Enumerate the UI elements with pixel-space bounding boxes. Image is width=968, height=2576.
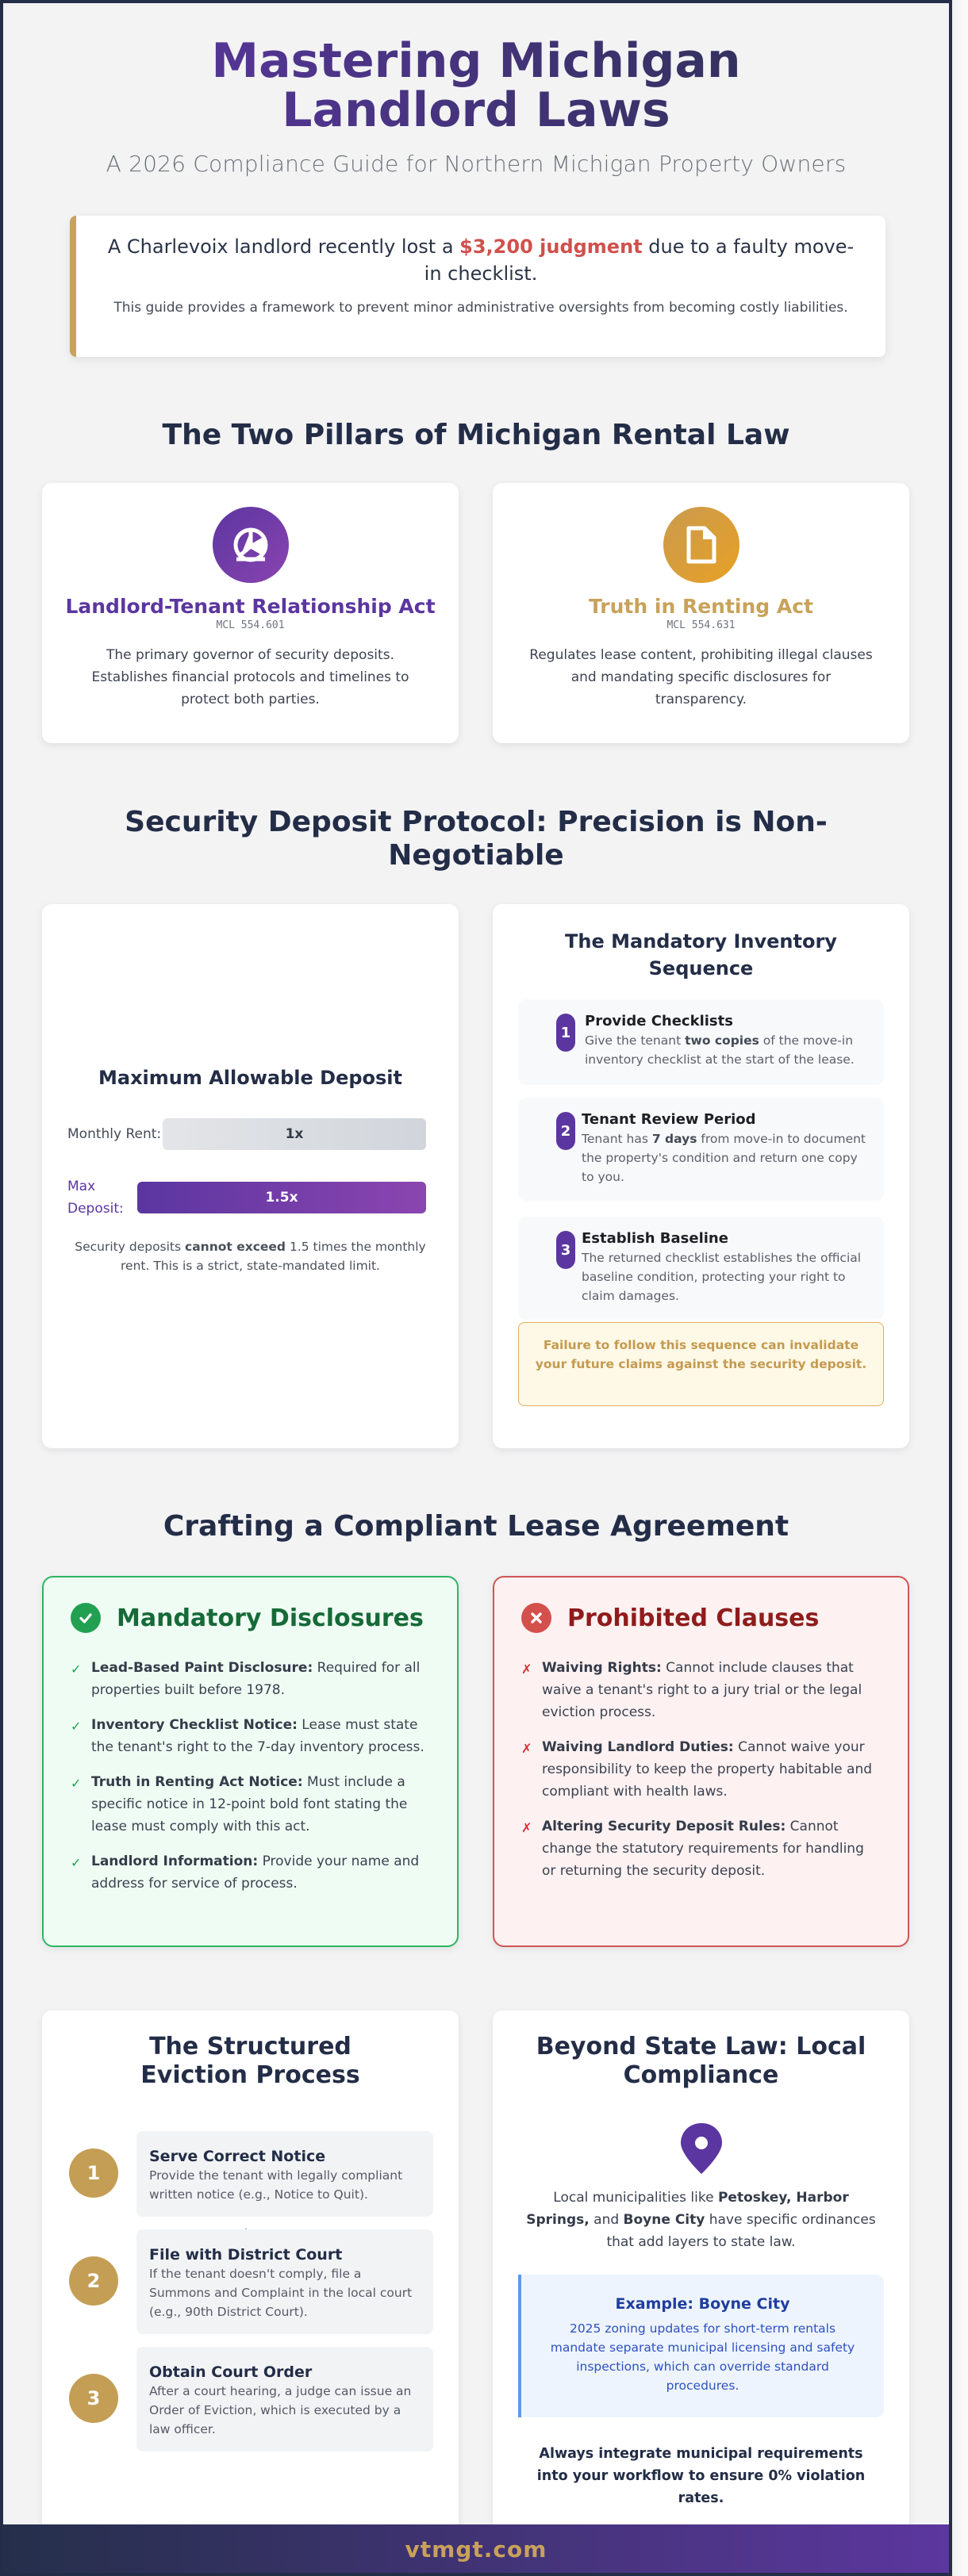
list-item	[71, 1714, 430, 1758]
sequence-warning: Failure to follow this sequence can invalidate your future claims against the security deposit.	[518, 1322, 884, 1406]
eviction-step-number: 3	[69, 2374, 118, 2423]
step-text	[582, 1248, 871, 1305]
intro-text: and	[589, 2212, 624, 2228]
eviction-step	[136, 2229, 433, 2334]
pillar-name: Landlord-Tenant Relationship Act	[65, 595, 436, 618]
step-title: File with District Court	[149, 2246, 343, 2264]
cross-mark-icon: ✗	[521, 1741, 532, 1756]
checkmark-icon: ✓	[71, 1776, 82, 1791]
section-title-lease: Crafting a Compliant Lease Agreement	[163, 1510, 789, 1543]
pillar-description: The primary governor of security deposits. Establishes financial protocols and timelines to protect both parties.	[91, 647, 409, 707]
item-label: Waiving Landlord Duties:	[542, 1739, 734, 1755]
mandatory-disclosures-title: Mandatory Disclosures	[117, 1604, 424, 1632]
step-text: After a court hearing, a judge can issue an Order of Eviction, which is executed by a law officer.	[149, 2384, 412, 2436]
item-text: Cannot change the statutory requirements for handling or returning the security deposit.	[542, 1819, 864, 1879]
item-label: Truth in Renting Act Notice:	[91, 1774, 303, 1790]
callout-headline	[100, 233, 862, 287]
x-circle-icon	[521, 1603, 551, 1633]
pillar-code: MCL 554.631	[666, 619, 736, 631]
step-text	[585, 1031, 871, 1069]
prohibited-clauses-title: Prohibited Clauses	[567, 1604, 820, 1632]
cross-mark-icon: ✗	[521, 1662, 532, 1677]
step-text-part: of the move-in inventory checklist at the start of the lease.	[585, 1033, 855, 1067]
deposit-note	[66, 1237, 435, 1275]
eviction-step	[136, 2347, 433, 2451]
list-item	[71, 1850, 430, 1895]
item-label: Inventory Checklist Notice:	[91, 1717, 298, 1733]
eviction-title: The Structured Eviction Process	[140, 2033, 360, 2089]
eviction-process-card	[42, 2011, 459, 2576]
item-text: Cannot waive your responsibility to keep the property habitable and compliant with health laws.	[542, 1739, 873, 1800]
step-title: Establish Baseline	[582, 1230, 728, 1247]
document-icon	[663, 507, 739, 583]
checkmark-icon: ✓	[71, 1662, 82, 1677]
step-text-bold: two copies	[685, 1033, 759, 1048]
step-text-part: from move-in to document the property's condition and return one copy to you.	[582, 1132, 866, 1184]
max-deposit-title: Maximum Allowable Deposit	[98, 1067, 402, 1089]
mandatory-disclosures-list	[71, 1657, 430, 1895]
checkmark-icon: ✓	[71, 1719, 82, 1734]
bar-row-max-deposit	[67, 1175, 433, 1220]
step-text-part: Give the tenant	[585, 1033, 686, 1048]
bar-label: Monthly Rent:	[67, 1126, 162, 1142]
list-item	[521, 1815, 881, 1882]
item-label: Altering Security Deposit Rules:	[542, 1819, 786, 1834]
local-compliance-card	[493, 2011, 909, 2576]
intro-bold: Boyne City	[623, 2212, 705, 2228]
step-title: Serve Correct Notice	[149, 2148, 326, 2165]
judgment-highlight: $3,200 judgment	[459, 236, 643, 258]
scale-balance-icon	[213, 507, 289, 583]
pillar-card-tra	[493, 483, 909, 743]
example-title: Example: Boyne City	[615, 2295, 790, 2313]
mandatory-disclosures-card	[42, 1576, 459, 1947]
item-text: Required for all properties built before 1978.	[91, 1660, 421, 1698]
step-text-bold: 7 days	[651, 1132, 697, 1146]
step-text: Provide the tenant with legally compliant written notice (e.g., Notice to Quit).	[149, 2168, 403, 2202]
callout-text: due to a faulty move-in checklist.	[424, 236, 855, 285]
step-text-part: The returned checklist establishes the official baseline condition, protecting your right to claim damages.	[582, 1251, 862, 1303]
item-text: Lease must state the tenant's right to the 7-day inventory process.	[91, 1717, 424, 1755]
inventory-step	[518, 999, 884, 1085]
eviction-step-number: 2	[69, 2256, 118, 2306]
item-label: Lead-Based Paint Disclosure:	[91, 1660, 313, 1676]
item-label: Landlord Information:	[91, 1853, 259, 1869]
footer	[3, 2524, 949, 2574]
page-margin	[952, 0, 968, 2576]
step-number-badge: 3	[556, 1231, 575, 1269]
step-text-part: Tenant has	[582, 1132, 652, 1146]
step-title: Provide Checklists	[585, 1013, 733, 1029]
inventory-step	[518, 1217, 884, 1320]
section-title-pillars: The Two Pillars of Michigan Rental Law	[162, 419, 790, 451]
page-subtitle: A 2026 Compliance Guide for Northern Michigan Property Owners	[106, 151, 847, 177]
bar-row-monthly-rent	[67, 1118, 433, 1150]
inventory-title: The Mandatory Inventory Sequence	[565, 930, 837, 979]
item-text: Must include a specific notice in 12-point bold font stating the lease must comply with this act.	[91, 1774, 408, 1834]
check-circle-icon	[71, 1603, 101, 1633]
page-title: Mastering Michigan Landlord Laws	[3, 36, 949, 135]
example-boyne-city	[518, 2275, 884, 2417]
note-text: Security deposits	[75, 1240, 186, 1254]
local-closing: Always integrate municipal requirements into your workflow to ensure 0% violation rates.	[536, 2446, 866, 2506]
checkmark-icon: ✓	[71, 1855, 82, 1870]
intro-callout	[70, 216, 885, 357]
inventory-step	[518, 1098, 884, 1201]
prohibited-clauses-list	[521, 1657, 881, 1882]
intro-text: Local municipalities like	[553, 2190, 718, 2206]
bar-max-deposit: 1.5x	[137, 1182, 426, 1213]
list-item	[521, 1657, 881, 1723]
callout-subtext: This guide provides a framework to prevent minor administrative oversights from becoming costly liabilities.	[113, 300, 848, 316]
callout-text: A Charlevoix landlord recently lost a	[107, 236, 460, 258]
pillar-description: Regulates lease content, prohibiting illegal clauses and mandating specific disclosures for transparency.	[529, 647, 873, 707]
cross-mark-icon: ✗	[521, 1820, 532, 1835]
prohibited-clauses-card	[493, 1576, 909, 1947]
pillar-card-ltra	[42, 483, 459, 743]
step-number-badge: 2	[556, 1112, 575, 1150]
item-text: Provide your name and address for service of process.	[91, 1853, 420, 1892]
step-number-badge: 1	[556, 1014, 575, 1052]
eviction-step	[136, 2131, 433, 2217]
item-label: Waiving Rights:	[542, 1660, 662, 1676]
section-title-deposit: Security Deposit Protocol: Precision is Non-Negotiable	[125, 806, 828, 872]
item-text: Cannot include clauses that waive a tenant's right to a jury trial or the legal eviction process.	[542, 1660, 862, 1720]
pillar-name: Truth in Renting Act	[589, 595, 813, 618]
local-title: Beyond State Law: Local Compliance	[536, 2033, 866, 2089]
example-text: 2025 zoning updates for short-term rentals mandate separate municipal licensing and safety inspections, which can override standard procedures.	[550, 2321, 855, 2393]
local-intro	[521, 2187, 881, 2253]
note-bold: cannot exceed	[185, 1240, 286, 1254]
list-item	[71, 1657, 430, 1701]
list-item	[521, 1736, 881, 1803]
step-title: Tenant Review Period	[582, 1111, 756, 1128]
list-item	[71, 1771, 430, 1838]
prohibited-clauses-heading	[521, 1603, 881, 1633]
eviction-step-number: 1	[69, 2149, 118, 2198]
footer-site-link[interactable]: vtmgt.com	[405, 2536, 547, 2563]
bar-label: Max Deposit:	[67, 1179, 124, 1217]
mandatory-disclosures-heading	[71, 1603, 430, 1633]
map-pin-icon	[679, 2122, 724, 2179]
step-text: If the tenant doesn't comply, file a Summons and Complaint in the local court (e.g., 90th District Court).	[149, 2267, 413, 2319]
bar-monthly-rent: 1x	[163, 1118, 426, 1150]
max-deposit-card	[42, 904, 459, 1448]
intro-text: have specific ordinances that add layers to state law.	[606, 2212, 876, 2250]
note-text: 1.5 times the monthly rent. This is a strict, state-mandated limit.	[121, 1240, 426, 1273]
pillar-code: MCL 554.601	[216, 619, 285, 631]
step-title: Obtain Court Order	[149, 2363, 313, 2381]
inventory-sequence-card	[493, 904, 909, 1448]
step-text	[582, 1129, 871, 1186]
intro-bold: Petoskey, Harbor Springs,	[526, 2190, 849, 2228]
